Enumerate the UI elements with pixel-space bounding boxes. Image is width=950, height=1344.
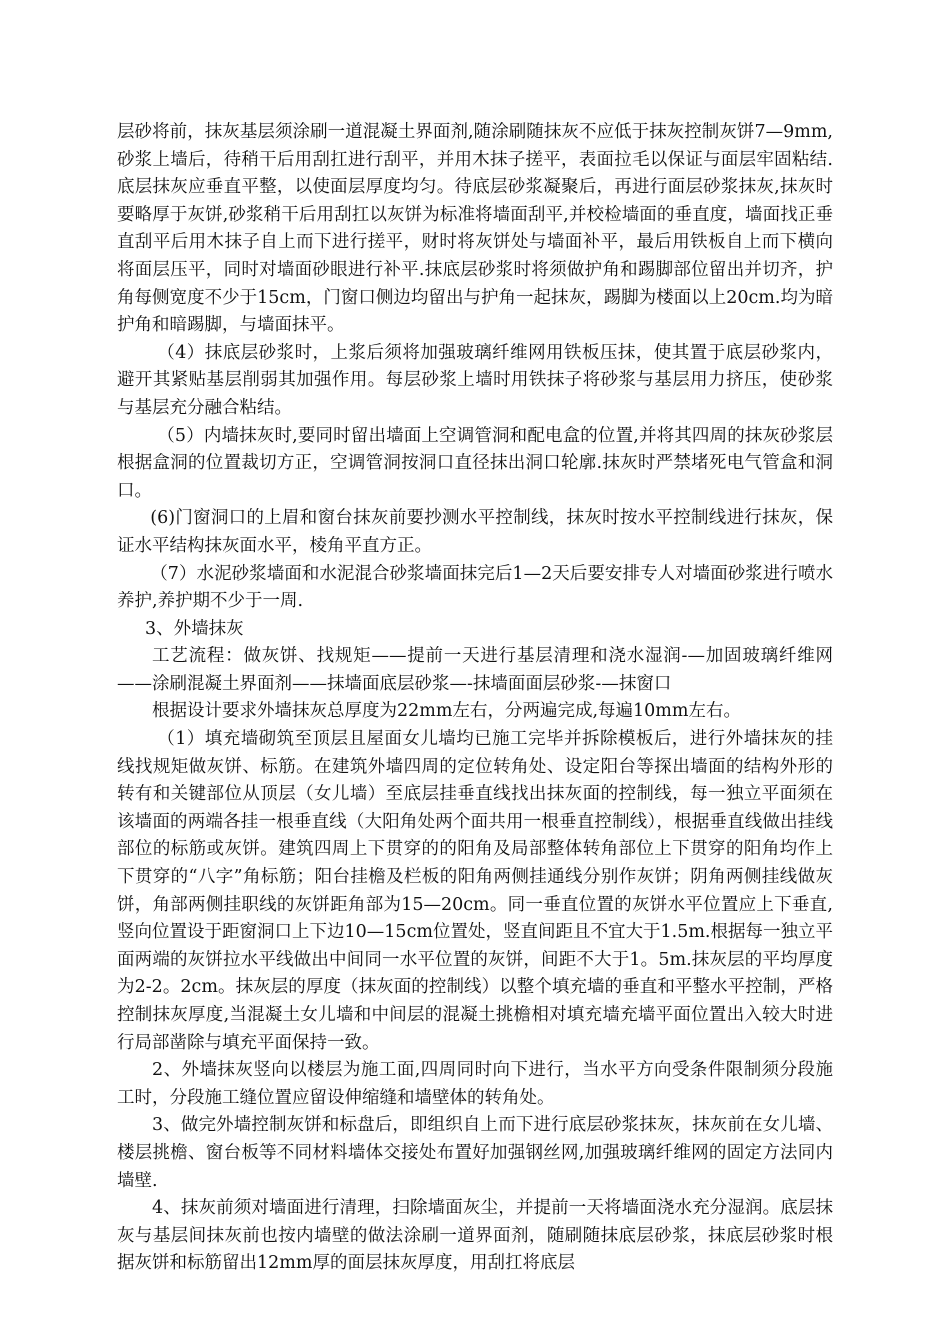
section-heading-exterior-plastering: 3、外墙抹灰 (145, 618, 244, 639)
paragraph-item-6: (6)门窗洞口的上眉和窗台抹灰前要抄测水平控制线，抹灰时按水平控制线进行抹灰，保证水平结构抹灰面水平，棱角平直方正。 (117, 508, 833, 556)
paragraph-exterior-item-3: 3、做完外墙控制灰饼和标盘后，即组织自上而下进行底层砂浆抹灰，抹灰前在女儿墙、楼层挑檐、窗台板等不同材料墙体交接处布置好加强钢丝网,加强玻璃纤维网的固定方法同内墙壁. (117, 1115, 833, 1191)
paragraph-item-4: （4）抹底层砂浆时，上浆后须将加强玻璃纤维网用铁板压抹，使其置于底层砂浆内，避开其紧贴基层削弱其加强作用。每层砂浆上墙时用铁抹子将砂浆与基层用力挤压，使砂浆与基层充分融合粘结。 (117, 342, 833, 418)
document-body (117, 119, 833, 1278)
paragraph-exterior-item-1: （1）填充墙砌筑至顶层且屋面女儿墙均已施工完毕并拆除模板后，进行外墙抹灰的挂线找规矩做灰饼、标筋。在建筑外墙四周的定位转角处、设定阳台等探出墙面的结构外形的转有和关键部位从顶层（女儿墙）至底层挂垂直线找出抹灰面的控制线，每一独立平面须在该墙面的两端各挂一根垂直线（大阳角处两个面共用一根垂直控制线），根据垂直线做出挂线部位的标筋或灰饼。建筑四周上下贯穿的的阳角及局部整体转角部位上下贯穿的阳角均作上下贯穿的“八字”角标筋；阳台挂檐及栏板的阳角两侧挂通线分别作灰饼；阴角两侧挂线做灰饼，角部两侧挂职线的灰饼距角部为15—20cm。同一垂直位置的灰饼水平位置应上下垂直,竖向位置设于距窗洞口上下边10—15cm位置处，竖直间距且不宜大于1.5m.根据每一独立平面两端的灰饼拉水平线做出中间同一水平位置的灰饼，间距不大于1。5m.抹灰层的平均厚度为2-2。2cm。抹灰层的厚度（抹灰面的控制线）以整个填充墙的垂直和平整水平控制，严格控制抹灰厚度,当混凝土女儿墙和中间层的混凝土挑檐相对填充墙充墙平面位置出入较大时进行局部凿除与填充平面保持一致。 (117, 729, 833, 1053)
paragraph-item-7: （7）水泥砂浆墙面和水泥混合砂浆墙面抹完后1—2天后要安排专人对墙面砂浆进行喷水养护,养护期不少于一周. (117, 563, 833, 612)
paragraph-continuation: 层砂将前，抹灰基层须涂刷一道混凝土界面剂,随涂刷随抹灰不应低于抹灰控制灰饼7—9mm,砂浆上墙后，待稍干后用刮扛进行刮平，并用木抹子搓平，表面拉毛以保证与面层牢固粘结.底层抹灰应垂直平整，以使面层厚度均匀。待底层砂浆凝聚后，再进行面层砂浆抹灰,抹灰时要略厚于灰饼,砂浆稍干后用刮扛以灰饼为标准将墙面刮平,并校检墙面的垂直度，墙面找正垂直刮平后用木抹子自上而下进行搓平，财时将灰饼处与墙面补平，最后用铁板自上而下横向将面层压平，同时对墙面砂眼进行补平.抹底层砂浆时将须做护角和踢脚部位留出并切齐，护角每侧宽度不少于15cm，门窗口侧边均留出与护角一起抹灰，踢脚为楼面以上20cm.均为暗护角和暗踢脚，与墙面抹平。 (117, 122, 833, 336)
paragraph-thickness: 根据设计要求外墙抹灰总厚度为22mm左右，分两遍完成,每遍10mm左右。 (152, 701, 741, 722)
paragraph-process-flow: 工艺流程：做灰饼、找规矩——提前一天进行基层清理和浇水湿润-—加固玻璃纤维网——涂刷混凝土界面剂——抹墙面底层砂浆—-抹墙面面层砂浆-—抹窗口 (117, 646, 833, 694)
paragraph-item-5: （5）内墙抹灰时,要同时留出墙面上空调管洞和配电盒的位置,并将其四周的抹灰砂浆层根据盒洞的位置裁切方正，空调管洞按洞口直径抹出洞口轮廓.抹灰时严禁堵死电气管盒和洞口。 (117, 425, 833, 501)
paragraph-exterior-item-2: 2、外墙抹灰竖向以楼层为施工面,四周同时向下进行，当水平方向受条件限制须分段施工时，分段施工缝位置应留设伸缩缝和墙壁体的转角处。 (117, 1060, 833, 1108)
paragraph-exterior-item-4: 4、抹灰前须对墙面进行清理，扫除墙面灰尘，并提前一天将墙面浇水充分湿润。底层抹灰与基层间抹灰前也按内墙壁的做法涂刷一道界面剂，随刷随抹底层砂浆，抹底层砂浆时根据灰饼和标筋留出12mm厚的面层抹灰厚度，用刮扛将底层 (117, 1198, 833, 1274)
